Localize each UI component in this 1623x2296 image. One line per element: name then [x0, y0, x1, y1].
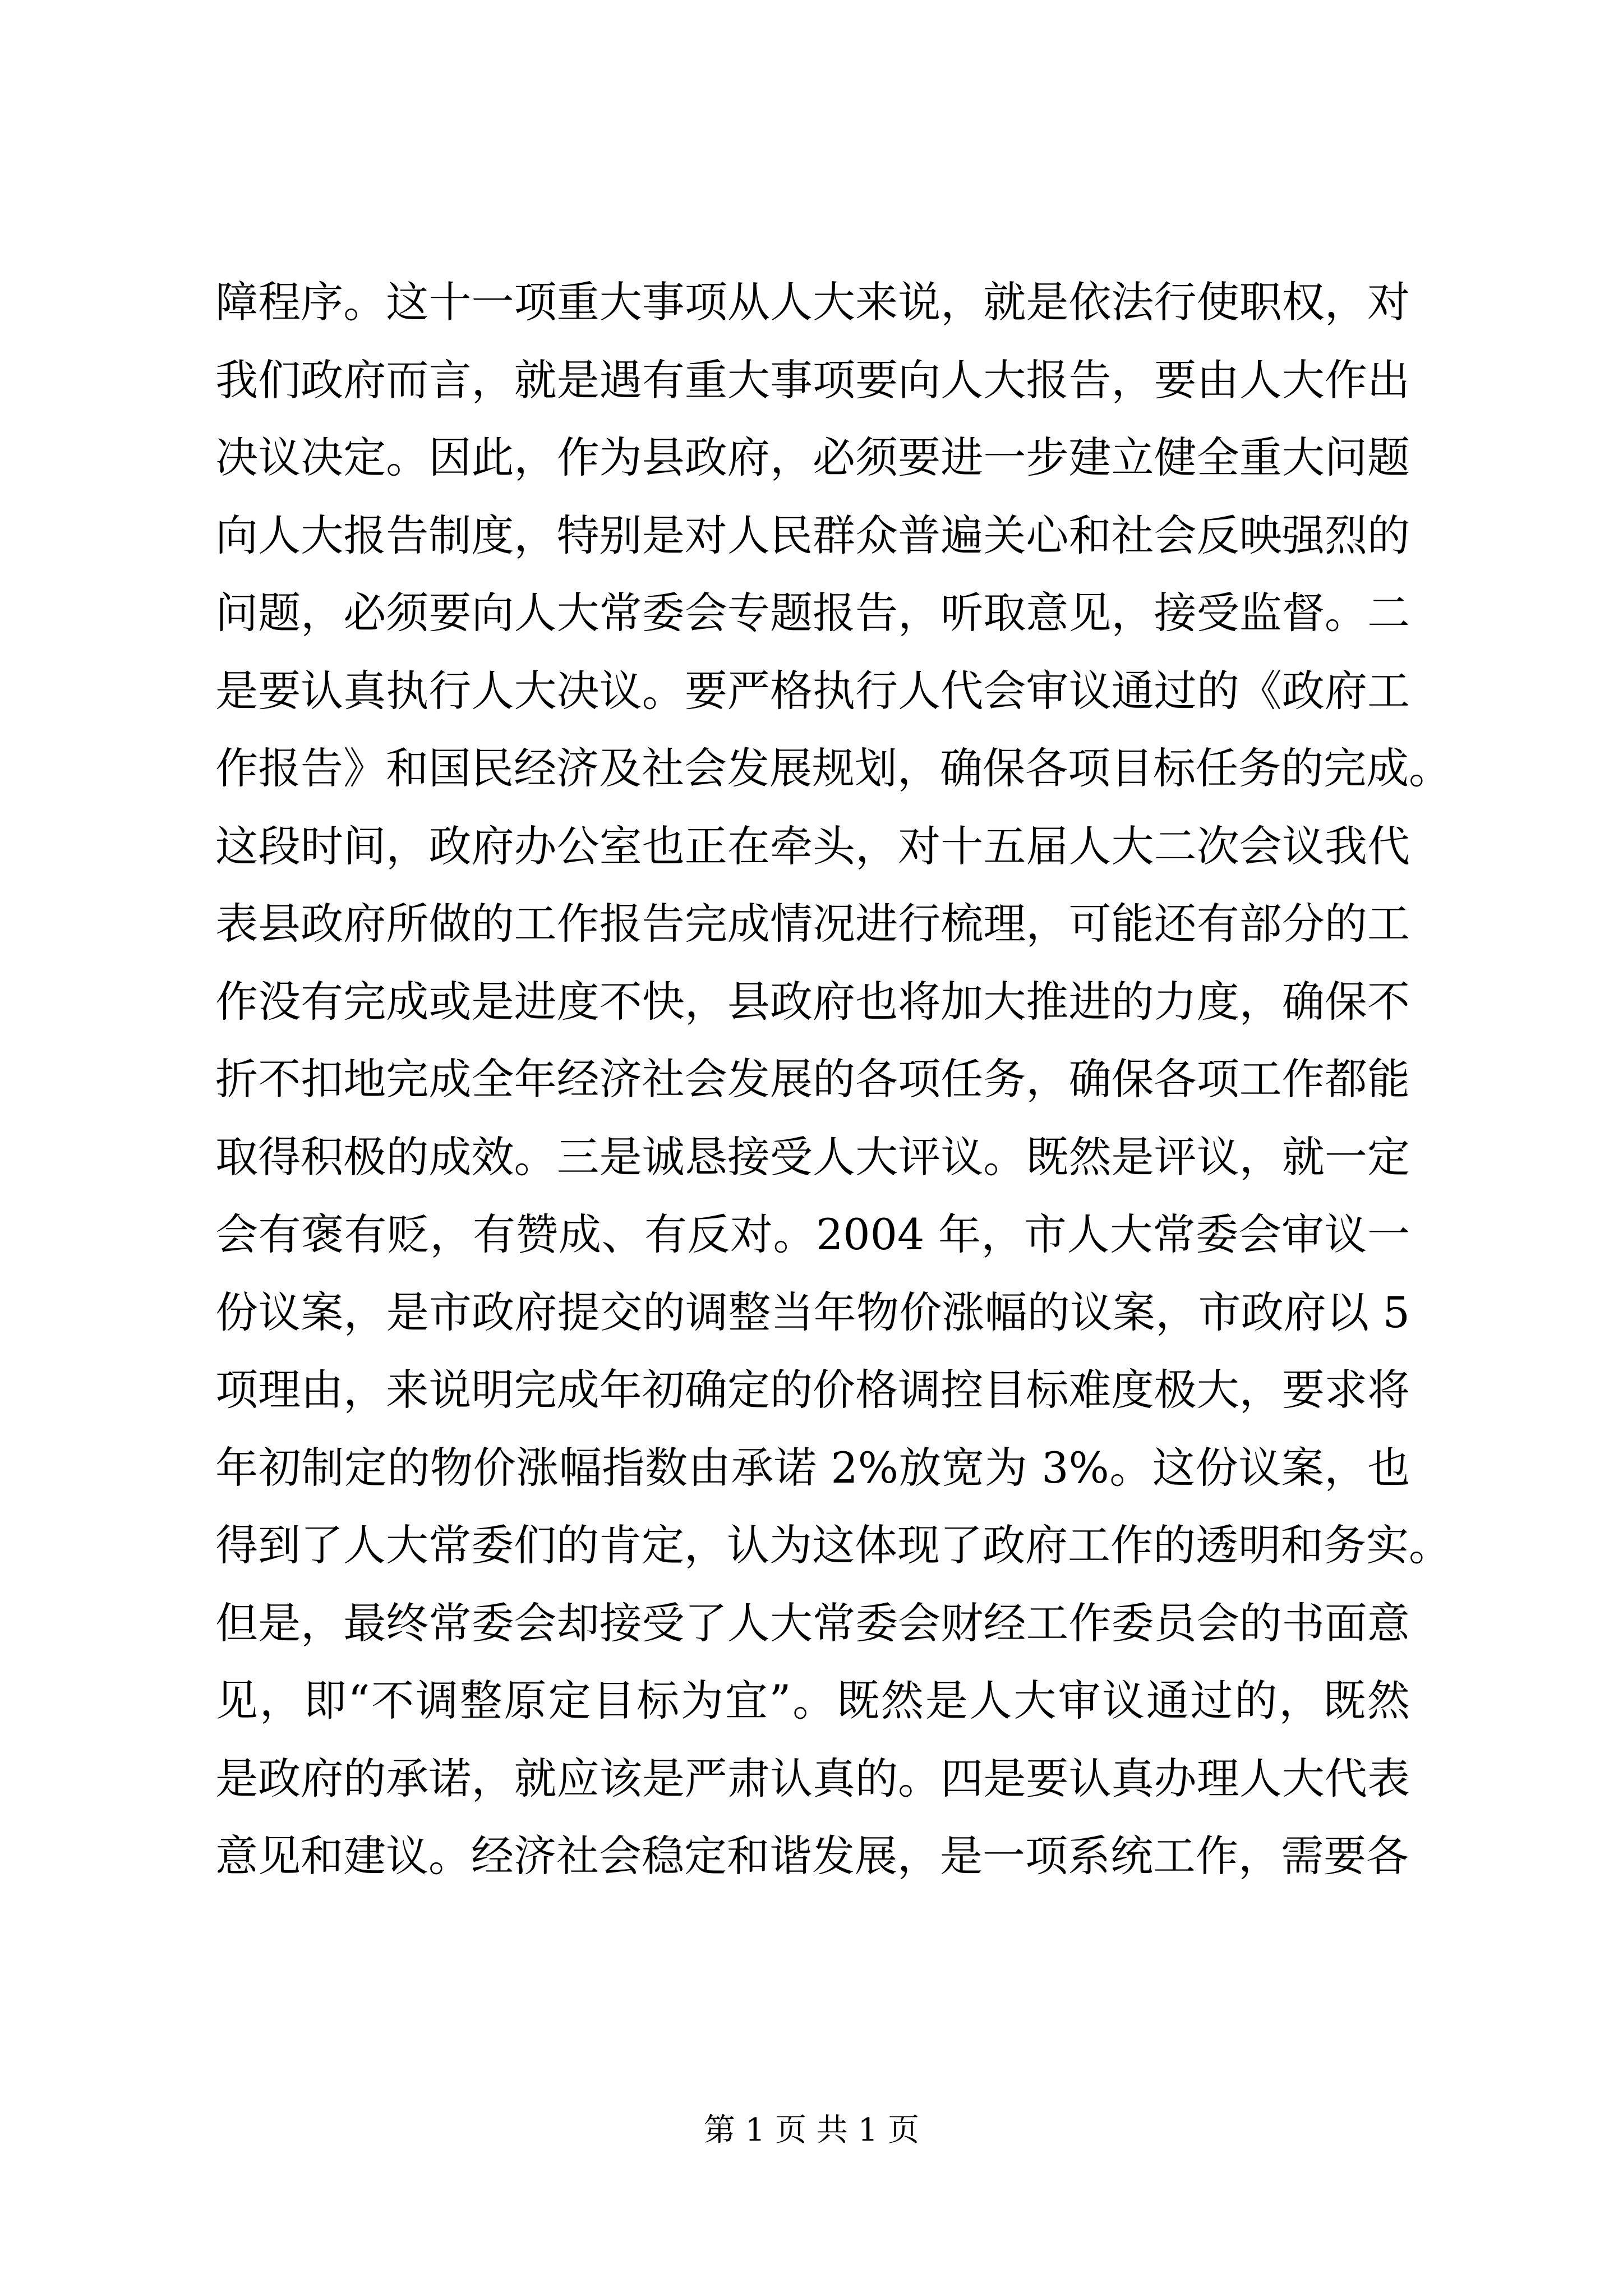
text-line: 但是，最终常委会却接受了人大常委会财经工作委员会的书面意 [215, 1598, 1410, 1648]
text-line: 表县政府所做的工作报告完成情况进行梳理，可能还有部分的工 [215, 899, 1410, 949]
text-line: 份议案，是市政府提交的调整当年物价涨幅的议案，市政府以 5 [215, 1287, 1410, 1337]
text-line: 是要认真执行人大决议。要严格执行人代会审议通过的《政府工 [215, 665, 1410, 716]
text-line: 这段时间，政府办公室也正在牵头，对十五届人大二次会议我代 [215, 821, 1410, 871]
page-number-footer: 第 1 页 共 1 页 [703, 2112, 920, 2148]
text-line: 得到了人大常委们的肯定，认为这体现了政府工作的透明和务实。 [215, 1520, 1451, 1570]
text-line: 取得积极的成效。三是诚恳接受人大评议。既然是评议，就一定 [215, 1131, 1410, 1182]
body-text [215, 264, 1451, 1895]
text-line: 见，即“不调整原定目标为宜”。既然是人大审议通过的，既然 [215, 1676, 1410, 1726]
text-line: 作报告》和国民经济及社会发展规划，确保各项目标任务的完成。 [215, 743, 1451, 793]
text-line: 项理由，来说明完成年初确定的价格调控目标难度极大，要求将 [215, 1365, 1410, 1415]
text-line: 是政府的承诺，就应该是严肃认真的。四是要认真办理人大代表 [215, 1753, 1410, 1803]
text-line: 向人大报告制度，特别是对人民群众普遍关心和社会反映强烈的 [215, 510, 1410, 560]
text-line: 会有褒有贬，有赞成、有反对。2004 年，市人大常委会审议一 [215, 1209, 1410, 1259]
text-line: 作没有完成或是进度不快，县政府也将加大推进的力度，确保不 [215, 976, 1410, 1027]
text-line: 我们政府而言，就是遇有重大事项要向人大报告，要由人大作出 [215, 355, 1410, 405]
text-line: 意见和建议。经济社会稳定和谐发展，是一项系统工作，需要各 [215, 1831, 1409, 1881]
text-line: 障程序。这十一项重大事项从人大来说，就是依法行使职权，对 [215, 277, 1410, 327]
text-line: 问题，必须要向人大常委会专题报告，听取意见，接受监督。二 [215, 588, 1410, 638]
text-line: 年初制定的物价涨幅指数由承诺 2%放宽为 3%。这份议案，也 [215, 1442, 1410, 1493]
text-line: 决议决定。因此，作为县政府，必须要进一步建立健全重大问题 [215, 432, 1410, 482]
text-line: 折不扣地完成全年经济社会发展的各项任务，确保各项工作都能 [215, 1054, 1410, 1104]
